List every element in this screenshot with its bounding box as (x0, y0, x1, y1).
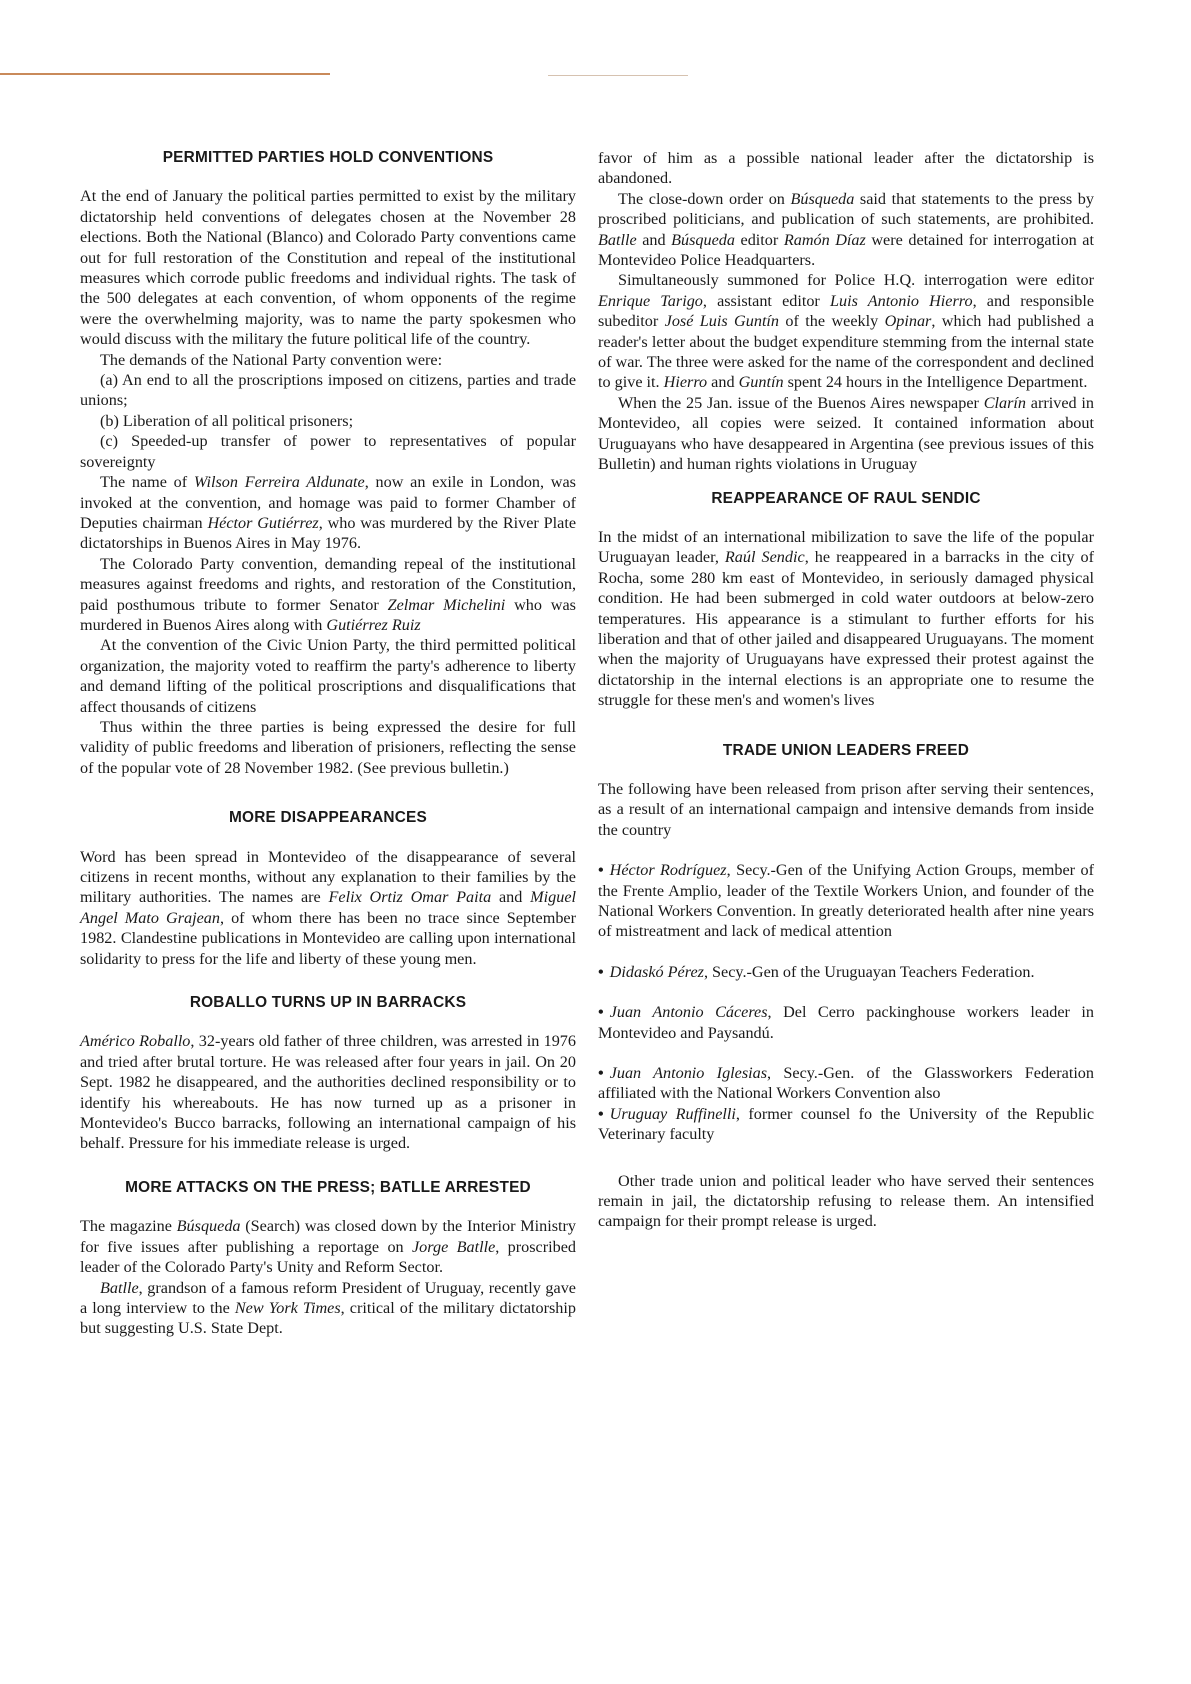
paragraph (80, 472, 576, 554)
bullet: • (598, 1104, 604, 1123)
text: When the 25 Jan. issue of the Buenos Aires newspaper (618, 393, 984, 412)
person-name: Miguel Angel Mato Grajean (80, 888, 577, 927)
person-name: Ramón Díaz (783, 230, 866, 249)
right-column (598, 148, 1094, 1232)
person-name: Batlle (598, 230, 637, 249)
text: and (707, 373, 739, 392)
bullet: • (598, 1064, 604, 1083)
paragraph: favor of him as a possible national leader after the dictatorship is abandoned. (598, 149, 1094, 188)
text: (Search) was closed down by the Interior Ministry for five issues after publishing a reportage on (80, 1217, 577, 1256)
person-name: Juan Antonio Iglesias (609, 1064, 768, 1083)
text: , and responsible subeditor (598, 291, 1094, 331)
list-item (598, 1104, 1094, 1145)
text: said that statements to the press by proscribed politicians, and publication of such statements, are prohibited. (598, 189, 1094, 229)
paragraph: Thus within the three parties is being expressed the desire for full validity of public freedoms and liberation of prisioners, reflecting the sense of the popular vote of 28 November 1982. (See previous bulletin.) (80, 717, 576, 777)
person-name: Raúl Sendic (724, 548, 805, 567)
person-name: José Luis Guntín (664, 312, 780, 331)
publication-name: New York Times (234, 1298, 341, 1317)
section-press-continued (598, 148, 1094, 475)
paragraph (80, 1216, 576, 1277)
section-roballo (80, 993, 576, 1154)
section-heading: PERMITTED PARTIES HOLD CONVENTIONS (162, 149, 494, 166)
text: editor (734, 230, 784, 249)
publication-name: Búsqueda (176, 1217, 241, 1236)
paragraph: Other trade union and political leader who have served their sentences remain in jail, the dictatorship refusing to release them. An intensified campaign for their prompt release is urged. (598, 1171, 1094, 1231)
paragraph (80, 554, 576, 636)
bullet: • (598, 861, 604, 880)
paragraph: (c) Speeded-up transfer of power to representatives of popular sovereignty (80, 432, 576, 471)
text: , he reappeared in a barracks in the city of Rocha, some 280 km east of Montevideo, in seriously damaged physical condition. He had been submerged in cold water outdoors at below-zero temperatures. His appearance is a stimulant to further efforts for his liberation and that of other jailed and disappeared Uruguayans. The moment when the majority of Uruguayans have expressed their protest against the dictatorship in the internal elections is an appropriate one to resume the struggle for these men's and women's lives (598, 548, 1094, 710)
text: , now an exile in London, was invoked at the convention, and homage was paid to former Chamber of Deputies chairman (80, 473, 576, 532)
text: , grandson of a famous reform President of Uruguay, recently gave a long interview to the (80, 1278, 576, 1317)
paragraph (598, 270, 1094, 392)
text: , former counsel fo the University of the Republic Veterinary faculty (598, 1104, 1095, 1144)
person-name: Américo Roballo (80, 1032, 191, 1051)
list-item (598, 1063, 1094, 1104)
person-name: Felix Ortiz (328, 888, 403, 907)
section-heading: MORE ATTACKS ON THE PRESS; BATLLE ARRESTED (125, 1178, 531, 1196)
list-item (598, 1002, 1094, 1043)
text: and (636, 230, 672, 249)
person-name: Omar Paita (410, 888, 492, 907)
paragraph (598, 189, 1094, 271)
text: Word has been spread in Montevideo of the disappearance of several citizens in recent months, without any explanation to their families by the military authorities. The names are (80, 847, 576, 907)
paragraph (598, 527, 1094, 711)
text: , 32-years old father of three children, was arrested in 1976 and tried after brutal torture. He was released after four years in jail. On 20 Sept. 1982 he disappeared, and the authorities declined responsibility or to identify his whereabouts. He has now turned up as a prisoner in Montevideo's Bucco barracks, following an international campaign of his behalf. Pressure for his immediate release is urged. (80, 1032, 576, 1153)
publication-name: Opinar (884, 312, 932, 331)
text: , assistant editor (702, 291, 830, 310)
person-name: Héctor Rodríguez (609, 861, 727, 880)
text: Simultaneously summoned for Police H.Q. interrogation were editor (618, 271, 1094, 290)
text: , Del Cerro packinghouse workers leader in Montevideo and Paysandú. (598, 1003, 1095, 1042)
text: The Colorado Party convention, demanding repeal of the institutional measures against freedoms and rights, and restoration of the Constitution, paid posthumous tribute to former Senator (80, 554, 576, 614)
paragraph (80, 847, 576, 969)
text: were detained for interrogation at Montevideo Police Headquarters. (598, 230, 1094, 270)
paragraph: At the convention of the Civic Union Party, the third permitted political organization, the majority voted to reaffirm the party's adherence to liberty and demand lifting of the political proscriptions and disqualifications that affect thousands of citizens (80, 636, 576, 716)
text: , who was murdered by the River Plate dictatorships in Buenos Aires in May 1976. (80, 513, 577, 553)
person-name: Uruguay Ruffinelli (609, 1104, 736, 1123)
top-rule-left (0, 73, 330, 75)
paragraph: (a) An end to all the proscriptions imposed on citizens, parties and trade unions; (80, 371, 576, 410)
text: The close-down order on (618, 189, 791, 208)
person-name: Jorge Batlle (412, 1237, 496, 1256)
paragraph (598, 393, 1094, 475)
paragraph (80, 1278, 576, 1339)
bullet: • (598, 1003, 604, 1022)
paragraph: (b) Liberation of all political prisoners; (100, 411, 354, 430)
text: , of whom there has been no trace since September 1982. Clandestine publications in Montevideo are calling upon international solidarity to press for the life and liberty of these young men. (80, 908, 576, 968)
person-name: Didaskó Pérez (609, 962, 704, 981)
paragraph (80, 1031, 576, 1153)
section-press-attacks (80, 1178, 576, 1339)
text: , critical of the military dictatorship but suggesting U.S. State Dept. (80, 1298, 576, 1338)
section-heading: MORE DISAPPEARANCES (229, 809, 427, 827)
text: The magazine (80, 1217, 177, 1236)
section-heading: TRADE UNION LEADERS FREED (722, 741, 970, 759)
section-permitted-parties (80, 148, 576, 778)
person-name: Zelmar Michelini (387, 595, 506, 614)
text: , Secy.-Gen. of the Glassworkers Federation affiliated with the National Workers Convention also (598, 1064, 1094, 1103)
text: , Secy.-Gen of the Uruguayan Teachers Federation. (703, 962, 1035, 981)
section-raul-sendic (598, 489, 1094, 711)
person-name: Enrique Tarigo (598, 291, 703, 310)
paragraph: At the end of January the political parties permitted to exist by the military dictatorship held conventions of delegates chosen at the November 28 elections. Both the National (Blanco) and Colorado Party conventions came out for full restoration of the Constitution and repeal of the institutional measures which corrode public freedoms and individual rights. The task of the 500 delegates at each convention, of whom opponents of the regime were the overwhelming majority, was to name the party spokesmen who would discuss with the military the future political life of the country. (80, 187, 576, 349)
text: In the midst of an international mibilization to save the life of the popular Uruguayan leader, (598, 527, 1094, 567)
list-item (598, 962, 1094, 982)
person-name: Héctor Gutiérrez (207, 513, 319, 532)
person-name: Luis Antonio Hierro (829, 291, 973, 310)
paragraph: The demands of the National Party convention were: (100, 350, 443, 369)
bullet: • (598, 962, 604, 981)
publication-name: Clarín (983, 393, 1026, 412)
person-name: Batlle (100, 1278, 139, 1297)
text: who was murdered in Buenos Aires along with (80, 595, 576, 634)
section-more-disappearances (80, 808, 576, 969)
person-name: Juan Antonio Cáceres (609, 1003, 768, 1022)
top-rule-right (548, 75, 688, 76)
text: , Secy.-Gen of the Unifying Action Groups, member of the Frente Amplio, leader of the Textile Workers Union, and founder of the National Workers Convention. In greatly deteriorated health after nine years of mistreatment and lack of medical attention (598, 861, 1094, 941)
person-name: Wilson Ferreira Aldunate (193, 473, 365, 492)
text: , which had published a reader's letter about the budget expenditure stemming from the internal state of war. The three were asked for the name of the correspondent and declined to give it. (598, 312, 1094, 392)
person-name: Hierro (663, 373, 708, 392)
section-heading: ROBALLO TURNS UP IN BARRACKS (189, 994, 467, 1012)
person-name: Guntín (738, 373, 784, 392)
left-column (80, 148, 576, 1339)
person-name: Gutiérrez Ruiz (326, 615, 421, 634)
section-trade-union-leaders (598, 741, 1094, 1232)
list-item (598, 860, 1094, 942)
text: The name of (100, 473, 194, 492)
section-heading: REAPPEARANCE OF RAUL SENDIC (711, 489, 981, 507)
text: and (491, 888, 531, 907)
publication-name: Búsqueda (671, 230, 735, 249)
text: spent 24 hours in the Intelligence Department. (783, 373, 1088, 392)
paragraph: The following have been released from prison after serving their sentences, as a result of an international campaign and intensive demands from inside the country (598, 779, 1094, 839)
text: of the weekly (779, 312, 885, 331)
publication-name: Búsqueda (790, 189, 855, 208)
text: arrived in Montevideo, all copies were seized. It contained information about Uruguayans who have desappeared in Argentina (see previous issues of this Bulletin) and human rights violations in Uruguay (598, 393, 1094, 474)
text: , proscribed leader of the Colorado Party's Unity and Reform Sector. (80, 1237, 576, 1277)
